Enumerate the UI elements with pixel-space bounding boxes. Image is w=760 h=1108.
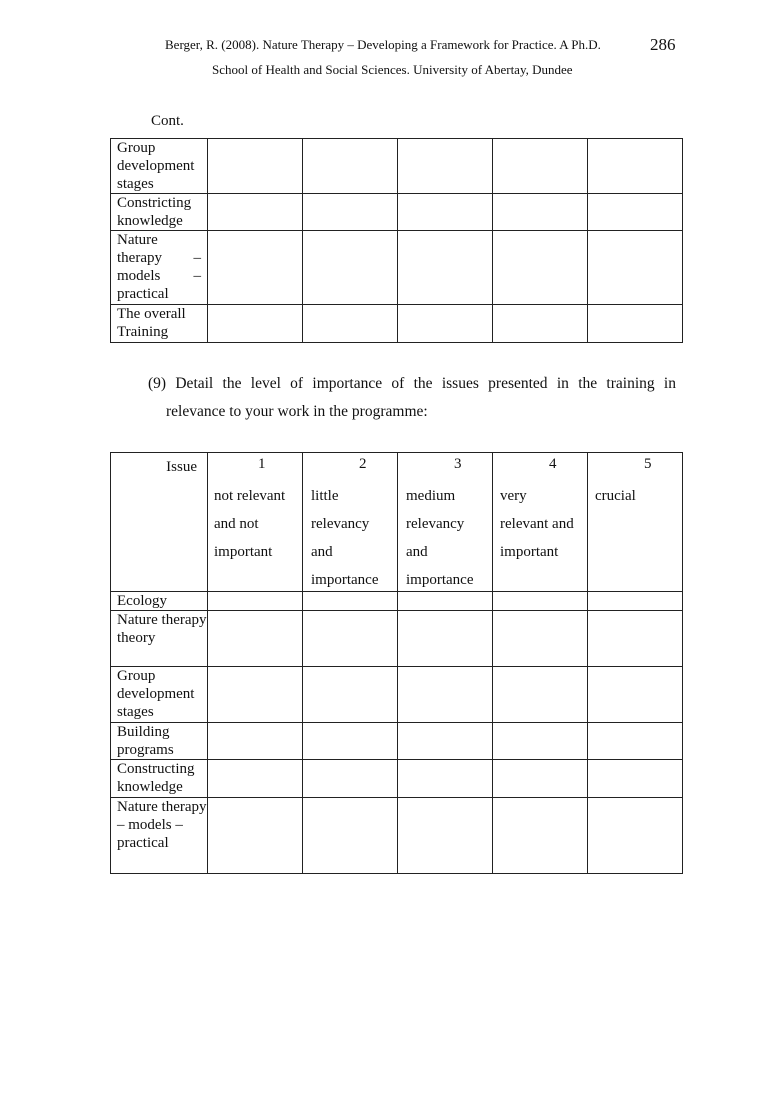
table-header-row — [111, 453, 683, 592]
rating-cell[interactable] — [493, 305, 588, 343]
rating-cell[interactable] — [588, 611, 683, 667]
rating-cell[interactable] — [398, 667, 493, 723]
rating-cell[interactable] — [493, 760, 588, 798]
rating-cell[interactable] — [398, 611, 493, 667]
rating-cell[interactable] — [398, 305, 493, 343]
importance-table — [110, 452, 683, 874]
table-row — [111, 592, 683, 611]
rating-cell[interactable] — [303, 723, 398, 760]
rating-cell[interactable] — [303, 231, 398, 305]
rating-cell[interactable] — [493, 611, 588, 667]
scale-label: medium relevancy and importance — [406, 488, 474, 588]
table-row — [111, 194, 683, 231]
rating-cell[interactable] — [588, 231, 683, 305]
rating-cell[interactable] — [398, 760, 493, 798]
rating-cell[interactable] — [588, 305, 683, 343]
rating-cell[interactable] — [398, 723, 493, 760]
scale-label: not relevant and not important — [214, 488, 286, 560]
scale-header-3 — [398, 453, 493, 592]
table-row — [111, 305, 683, 343]
issue-cell: Constricting knowledge — [111, 194, 208, 231]
rating-cell[interactable] — [588, 667, 683, 723]
rating-cell[interactable] — [493, 798, 588, 874]
table-row — [111, 760, 683, 798]
scale-number: 3 — [454, 456, 462, 472]
rating-cell[interactable] — [303, 760, 398, 798]
rating-cell[interactable] — [493, 194, 588, 231]
rating-cell[interactable] — [208, 667, 303, 723]
rating-cell[interactable] — [493, 139, 588, 194]
rating-cell[interactable] — [588, 592, 683, 611]
rating-cell[interactable] — [208, 592, 303, 611]
issue-label-line: practical — [117, 286, 169, 302]
rating-cell[interactable] — [208, 305, 303, 343]
rating-cell[interactable] — [588, 194, 683, 231]
rating-cell[interactable] — [398, 592, 493, 611]
question-9-line-2: relevance to your work in the programme: — [166, 403, 428, 420]
table-row — [111, 798, 683, 874]
issue-label-line: therapy – — [117, 250, 201, 266]
rating-cell[interactable] — [208, 798, 303, 874]
question-9 — [148, 370, 676, 426]
rating-cell[interactable] — [588, 139, 683, 194]
issue-label-line: models – — [117, 268, 201, 284]
scale-header-2 — [303, 453, 398, 592]
rating-cell[interactable] — [208, 194, 303, 231]
page-number: 286 — [650, 35, 676, 54]
scale-label: crucial — [595, 488, 636, 504]
table-row — [111, 231, 683, 305]
scale-header-1 — [208, 453, 303, 592]
issue-header-label: Issue — [166, 459, 197, 475]
scale-label: little relevancy and importance — [311, 488, 379, 588]
rating-cell[interactable] — [208, 231, 303, 305]
rating-cell[interactable] — [208, 723, 303, 760]
rating-table-continued — [110, 138, 683, 343]
question-9-line-1: (9) Detail the level of importance of the issues presented in the training in — [148, 375, 676, 392]
issue-cell: Building programs — [111, 723, 208, 760]
rating-cell[interactable] — [493, 723, 588, 760]
rating-cell[interactable] — [398, 194, 493, 231]
scale-header-5 — [588, 453, 683, 592]
rating-cell[interactable] — [398, 139, 493, 194]
rating-cell[interactable] — [398, 798, 493, 874]
scale-number: 5 — [644, 456, 652, 472]
issue-cell: Group development stages — [111, 139, 208, 194]
issue-cell: Constructing knowledge — [111, 760, 208, 798]
rating-cell[interactable] — [303, 798, 398, 874]
issue-cell: The overall Training — [111, 305, 208, 343]
scale-header-4 — [493, 453, 588, 592]
rating-cell[interactable] — [588, 723, 683, 760]
rating-cell[interactable] — [303, 305, 398, 343]
table-row — [111, 667, 683, 723]
rating-cell[interactable] — [303, 592, 398, 611]
table-row — [111, 723, 683, 760]
scale-label: very relevant and important — [500, 488, 574, 560]
issue-column-header — [111, 453, 208, 592]
cont-label: Cont. — [151, 113, 184, 129]
rating-cell[interactable] — [493, 231, 588, 305]
scale-number: 1 — [258, 456, 266, 472]
table-row — [111, 611, 683, 667]
rating-cell[interactable] — [493, 667, 588, 723]
table-row — [111, 139, 683, 194]
rating-cell[interactable] — [303, 667, 398, 723]
rating-cell[interactable] — [208, 139, 303, 194]
rating-cell[interactable] — [588, 798, 683, 874]
issue-cell: Ecology — [111, 592, 208, 611]
issue-cell: Nature therapy theory — [111, 611, 208, 667]
rating-cell[interactable] — [303, 139, 398, 194]
issue-cell: Group development stages — [111, 667, 208, 723]
rating-cell[interactable] — [588, 760, 683, 798]
header-line-2: School of Health and Social Sciences. University of Abertay, Dundee — [212, 62, 573, 77]
scale-number: 4 — [549, 456, 557, 472]
rating-cell[interactable] — [303, 194, 398, 231]
rating-cell[interactable] — [398, 231, 493, 305]
issue-cell: Nature therapy – models – practical — [111, 231, 208, 305]
rating-cell[interactable] — [208, 760, 303, 798]
rating-cell[interactable] — [303, 611, 398, 667]
issue-cell: Nature therapy – models – practical — [111, 798, 208, 874]
rating-cell[interactable] — [208, 611, 303, 667]
header-line-1: Berger, R. (2008). Nature Therapy – Developing a Framework for Practice. A Ph.D. — [165, 37, 601, 52]
rating-cell[interactable] — [493, 592, 588, 611]
scale-number: 2 — [359, 456, 367, 472]
